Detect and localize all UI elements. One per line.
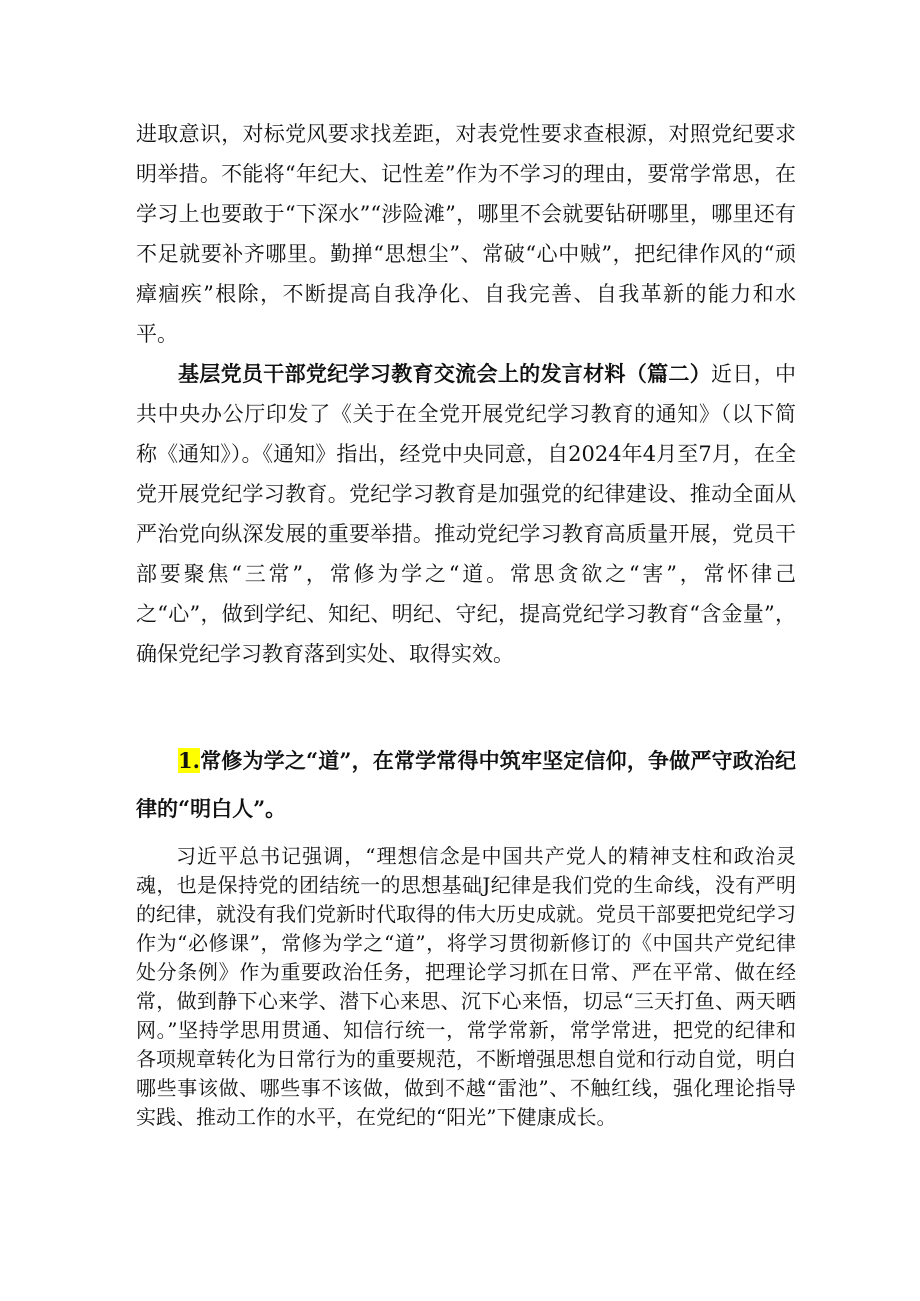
- paragraph-2: [136, 354, 796, 674]
- paragraph-2-body: 近日，中共中央办公厅印发了《关于在全党开展党纪学习教育的通知》（以下简称《通知》）。《通知》指出，经党中央同意，自2024年4月至7月，在全党开展党纪学习教育。党纪学习教育是加强党的纪律建设、推动全面从严治党向纵深发展的重要举措。推动党纪学习教育高质量开展，党员干部要聚焦“三常”，常修为学之“道。常思贪欲之“害”，常怀律己之“心”，做到学纪、知纪、明纪、守纪，提高党纪学习教育“含金量”，确保党纪学习教育落到实处、取得实效。: [136, 362, 797, 666]
- subheading-1: [136, 737, 796, 833]
- section-title: 基层党员干部党纪学习教育交流会上的发言材料（篇二）: [178, 361, 712, 386]
- paragraph-3: 习近平总书记强调，“理想信念是中国共产党人的精神支柱和政治灵魂，也是保持党的团结统一的思想基础J纪律是我们党的生命线，没有严明的纪律，就没有我们党新时代取得的伟大历史成就。党员干部要把党纪学习作为“必修课”，常修为学之“道”，将学习贯彻新修订的《中国共产党纪律处分条例》作为重要政治任务，把理论学习抓在日常、严在平常、做在经常，做到静下心来学、潜下心来思、沉下心来悟，切忌“三天打鱼、两天晒网。”坚持学思用贯通、知信行统一，常学常新，常学常进，把党的纪律和各项规章转化为日常行为的重要规范，不断增强思想自觉和行动自觉，明白哪些事该做、哪些事不该做，做到不越“雷池”、不触红线，强化理论指导实践、推动工作的水平，在党纪的“阳光”下健康成长。: [136, 844, 796, 1129]
- subheading-text: 常修为学之“道”，在常学常得中筑牢坚定信仰，争做严守政治纪律的“明白人”。: [136, 748, 796, 821]
- paragraph-1: 进取意识，对标党风要求找差距，对表党性要求查根源，对照党纪要求明举措。不能将“年纪大、记性差”作为不学习的理由，要常学常思，在学习上也要敢于“下深水”“涉险滩”，哪里不会就要钻研哪里，哪里还有不足就要补齐哪里。勤掸“思想尘”、常破“心中贼”，把纪律作风的“顽瘴痼疾”根除，不断提高自我净化、自我完善、自我革新的能力和水平。: [136, 122, 796, 346]
- highlighted-number: 1.: [178, 748, 200, 773]
